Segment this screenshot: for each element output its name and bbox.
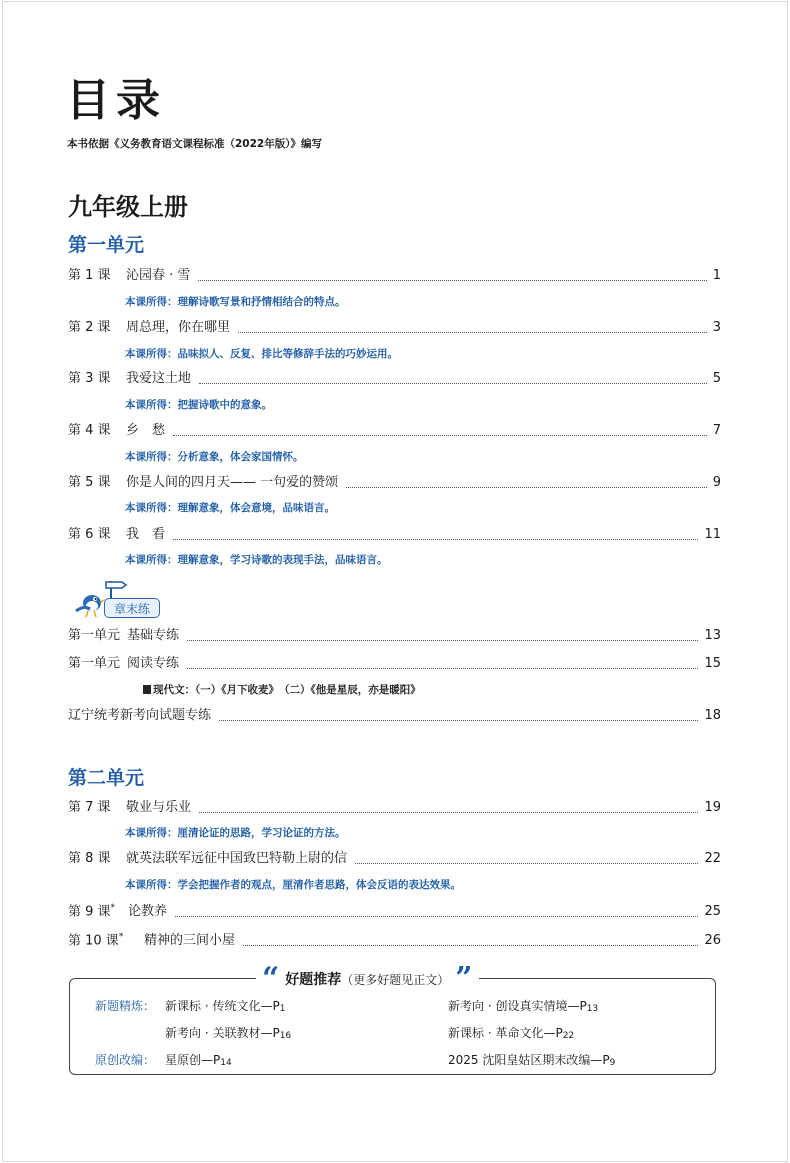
- dot-leader: [346, 487, 707, 488]
- lesson-number: 第 6 课: [68, 527, 111, 542]
- toc-row-lesson-6[interactable]: [68, 525, 721, 545]
- lesson-number: 第 7 课: [68, 800, 111, 815]
- page-number: 22: [704, 851, 721, 866]
- recommend-item-text: 星原创—P: [165, 1053, 221, 1067]
- lesson-gain: 本课所得：理解意象，体会意境，品味语言。: [125, 502, 335, 514]
- recommend-item[interactable]: [448, 1025, 574, 1044]
- page-number: 18: [704, 708, 721, 723]
- lesson-title: 精神的三间小屋: [144, 933, 236, 948]
- toc-row-lesson-3[interactable]: [68, 369, 721, 389]
- lesson-gain: 本课所得：厘清论证的思路，学习论证的方法。: [125, 827, 346, 839]
- lesson-number: [68, 898, 128, 922]
- dot-leader: [175, 916, 698, 917]
- book-icon: [143, 685, 151, 694]
- toc-row-lesson-2[interactable]: [68, 318, 721, 338]
- curriculum-basis: 本书依据《义务教育语文课程标准（2022年版）》编写: [67, 138, 322, 150]
- toc-row-lesson-9[interactable]: [68, 902, 721, 922]
- lesson-number-text: 第 10 课: [68, 933, 119, 948]
- recommend-page: 13: [586, 1004, 599, 1014]
- lesson-title: 乡 愁: [126, 423, 166, 438]
- toc-row-practice-reading[interactable]: [68, 654, 721, 674]
- lesson-gain: 本课所得：分析意象，体会家国情怀。: [125, 451, 304, 463]
- chapter-practice-badge: 章末练: [104, 598, 160, 618]
- recommend-item-text: 2025 沈阳皇姑区期末改编—P: [448, 1053, 610, 1067]
- exam-title: 辽宁统考新考向试题专练: [68, 708, 212, 723]
- toc-row-lesson-8[interactable]: [68, 849, 721, 869]
- lesson-title: 论教养: [128, 904, 168, 919]
- practice-title: 阅读专练: [127, 656, 180, 671]
- recommend-item-text: 新考向 · 关联教材—P: [165, 1026, 280, 1040]
- new-questions-label: 新题精炼：: [95, 999, 156, 1013]
- lesson-title: 我爱这土地: [126, 371, 192, 386]
- toc-row-lesson-1[interactable]: [68, 266, 721, 286]
- recommend-title-text: 好题推荐: [285, 972, 342, 988]
- lesson-number: 第 8 课: [68, 851, 111, 866]
- recommend-item[interactable]: [165, 998, 285, 1017]
- toc-row-lesson-10[interactable]: [68, 931, 721, 951]
- lesson-number: 第 4 课: [68, 423, 111, 438]
- lesson-title: 我 看: [126, 527, 166, 542]
- recommend-note: （更多好题见正文）: [341, 973, 450, 987]
- lesson-title: 就英法联军远征中国致巴特勒上尉的信: [126, 851, 348, 866]
- lesson-number: 第 3 课: [68, 371, 111, 386]
- lesson-number: 第 2 课: [68, 320, 111, 335]
- recommend-page: 16: [279, 1031, 292, 1041]
- original-label: 原创改编：: [95, 1053, 156, 1067]
- recommend-item-text: 新课标 · 革命文化—P: [448, 1026, 563, 1040]
- page-number: 3: [712, 320, 721, 335]
- recommend-item[interactable]: [165, 1052, 232, 1071]
- dot-leader: [219, 720, 698, 721]
- dot-leader: [187, 640, 698, 641]
- toc-row-lesson-7[interactable]: [68, 798, 721, 818]
- toc-row-lesson-5[interactable]: [68, 473, 721, 493]
- dot-leader: [238, 332, 707, 333]
- unit1-heading: 第一单元: [68, 234, 145, 256]
- lesson-gain: 本课所得：学会把握作者的观点，厘清作者思路，体会反语的表达效果。: [125, 879, 461, 891]
- lesson-number: 第 5 课: [68, 475, 111, 490]
- recommend-page: 1: [279, 1004, 286, 1014]
- lesson-title: 你是人间的四月天—— 一句爱的赞颂: [126, 475, 339, 490]
- lesson-title: 周总理，你在哪里: [126, 320, 231, 335]
- practice-unit: 第一单元: [68, 628, 121, 643]
- lesson-gain: 本课所得：理解诗歌写景和抒情相结合的特点。: [125, 296, 346, 308]
- lesson-number-text: 第 9 课: [68, 904, 111, 919]
- page-number: 19: [704, 800, 721, 815]
- recommend-page: 14: [220, 1058, 232, 1068]
- recommend-page: 9: [609, 1058, 616, 1068]
- page-number: 15: [704, 656, 721, 671]
- lesson-gain: 本课所得：把握诗歌中的意象。: [125, 399, 272, 411]
- page-number: 26: [704, 933, 721, 948]
- dot-leader: [198, 280, 706, 281]
- page-title: 目录: [66, 75, 166, 126]
- practice-title: 基础专练: [127, 628, 180, 643]
- unit2-heading: 第二单元: [68, 767, 145, 789]
- page-number: 5: [712, 371, 721, 386]
- page-number: 1: [712, 268, 721, 283]
- dot-leader: [187, 668, 698, 669]
- dot-leader: [173, 435, 707, 436]
- dot-leader: [243, 945, 698, 946]
- grade-heading: 九年级上册: [68, 193, 188, 221]
- recommend-item[interactable]: [165, 1025, 291, 1044]
- toc-row-lesson-4[interactable]: [68, 421, 721, 441]
- lesson-title: 敬业与乐业: [126, 800, 192, 815]
- dot-leader: [355, 863, 698, 864]
- page-number: 13: [704, 628, 721, 643]
- lesson-number: [68, 927, 144, 951]
- practice-unit: 第一单元: [68, 656, 121, 671]
- toc-row-practice-basic[interactable]: [68, 626, 721, 646]
- lesson-number: 第 1 课: [68, 268, 111, 283]
- dot-leader: [199, 812, 698, 813]
- star-mark: *: [110, 902, 116, 913]
- page-number: 9: [712, 475, 721, 490]
- lesson-gain: 本课所得：理解意象，学习诗歌的表现手法，品味语言。: [125, 554, 388, 566]
- page-number: 7: [712, 423, 721, 438]
- quote-close-icon: ”: [455, 961, 473, 996]
- star-mark: *: [118, 931, 124, 942]
- reading-note: [143, 683, 421, 697]
- recommend-item-text: 新考向 · 创设真实情境—P: [448, 999, 587, 1013]
- quote-open-icon: “: [262, 961, 280, 996]
- recommend-page: 22: [562, 1031, 575, 1041]
- page-number: 11: [704, 527, 721, 542]
- lesson-gain: 本课所得：品味拟人、反复、排比等修辞手法的巧妙运用。: [125, 348, 398, 360]
- recommend-item[interactable]: [448, 998, 598, 1017]
- dot-leader: [173, 539, 698, 540]
- recommend-item-text: 新课标 · 传统文化—P: [165, 999, 280, 1013]
- recommend-title: [256, 961, 479, 996]
- page-number: 25: [704, 904, 721, 919]
- dot-leader: [199, 383, 707, 384]
- reading-note-text: 现代文：（一）《月下收麦》 （二）《他是星辰，亦是暖阳》: [153, 684, 421, 696]
- toc-row-exam[interactable]: [68, 706, 721, 726]
- lesson-title: 沁园春 · 雪: [126, 268, 191, 283]
- recommend-item[interactable]: [448, 1052, 615, 1071]
